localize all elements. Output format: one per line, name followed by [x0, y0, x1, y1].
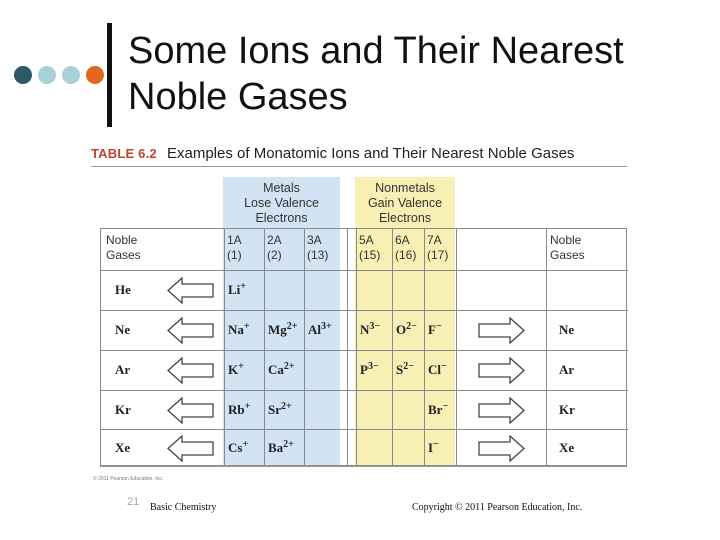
- ion-symbol: Sr: [268, 401, 281, 417]
- ion-symbol: S: [396, 362, 404, 377]
- nonmetals-header-line: Gain Valence: [367, 196, 443, 210]
- group-header: [427, 233, 455, 263]
- ion-cell: [308, 322, 332, 338]
- ion-symbol: N: [360, 322, 370, 337]
- ion-cell: [228, 440, 248, 456]
- ion-symbol: Ba: [268, 440, 284, 455]
- group-number: (13): [307, 248, 329, 262]
- ion-charge: 2+: [281, 400, 292, 412]
- ion-cell: [268, 402, 292, 418]
- ion-charge: −: [435, 321, 442, 332]
- noble-gas-left: Ar: [115, 362, 131, 377]
- group-header: [267, 233, 303, 263]
- header-line: Noble: [106, 233, 138, 247]
- title-divider-bar: [107, 23, 112, 127]
- grid-col-line: [356, 229, 357, 467]
- ion-cell: [360, 362, 379, 378]
- noble-gas-left: Xe: [115, 440, 131, 455]
- grid-col-line: [424, 229, 425, 467]
- grid-col-line: [224, 229, 225, 467]
- arrow-left-icon: [167, 317, 214, 344]
- noble-gas-left: Ne: [115, 322, 131, 337]
- header-line: Gases: [106, 248, 141, 262]
- grid-row-line: [101, 390, 628, 391]
- ion-cell: [396, 322, 417, 338]
- ion-symbol: Mg: [268, 322, 287, 337]
- noble-gases-header-right: [550, 233, 585, 263]
- table-label: TABLE 6.2: [91, 146, 157, 161]
- grid-row-line: [101, 270, 628, 271]
- ion-table: [91, 143, 627, 488]
- group-number: (15): [359, 248, 381, 262]
- header-line: Gases: [550, 248, 585, 262]
- ion-symbol: K: [228, 362, 239, 377]
- ion-cell: [360, 322, 380, 338]
- group-header: [395, 233, 423, 263]
- footer-copyright: Copyright © 2011 Pearson Education, Inc.: [412, 502, 583, 513]
- ion-charge: 3−: [369, 321, 381, 332]
- metals-header-line: Lose Valence: [244, 196, 319, 210]
- arrow-right-icon: [478, 357, 525, 384]
- ion-symbol: Ca: [268, 362, 284, 377]
- decorative-dot: [38, 66, 56, 84]
- slide-title-line-1: Some Ions and Their Nearest: [128, 30, 624, 72]
- ion-charge: +: [238, 361, 244, 372]
- grid-col-line: [304, 229, 305, 467]
- ion-symbol: F: [428, 322, 436, 337]
- footer-course: Basic Chemistry: [150, 502, 217, 513]
- table-copyright: © 2011 Pearson Education, Inc.: [93, 476, 164, 482]
- ion-charge: 2−: [403, 361, 414, 372]
- decorative-dots: [14, 66, 94, 84]
- group-number: (2): [267, 248, 282, 262]
- decorative-dot: [86, 66, 104, 84]
- group-label: 7A: [427, 233, 442, 247]
- ion-charge: 3+: [321, 321, 332, 332]
- ion-grid: [100, 228, 627, 466]
- noble-gas-left: He: [115, 282, 131, 297]
- ion-charge: 3−: [367, 361, 379, 372]
- noble-gas-right: Ne: [559, 322, 575, 337]
- noble-gas-right: Xe: [559, 440, 575, 455]
- ion-symbol: Cs: [228, 440, 243, 455]
- ion-cell: [428, 440, 439, 456]
- group-number: (1): [227, 248, 242, 262]
- group-label: 1A: [227, 233, 242, 247]
- nonmetals-header: [355, 181, 455, 226]
- metals-header-line: Metals: [263, 181, 300, 195]
- metals-header-line: Electrons: [255, 211, 308, 225]
- ion-cell: [268, 362, 295, 378]
- arrow-left-icon: [167, 277, 214, 304]
- arrow-right-icon: [478, 397, 525, 424]
- ion-cell: [268, 440, 294, 456]
- decorative-dot: [14, 66, 32, 84]
- arrow-left-icon: [167, 397, 214, 424]
- noble-gas-right: Ar: [559, 362, 575, 377]
- grid-row-line: [101, 429, 628, 430]
- ion-charge: 2−: [406, 321, 417, 332]
- arrow-left-icon: [167, 435, 214, 462]
- ion-cell: [228, 402, 250, 418]
- ion-symbol: Br: [428, 401, 443, 417]
- arrow-left-icon: [167, 357, 214, 384]
- ion-symbol: Rb: [228, 401, 245, 417]
- ion-cell: [428, 402, 448, 418]
- noble-gas-left: Kr: [115, 401, 131, 417]
- ion-charge: 2+: [283, 439, 294, 450]
- ion-charge: +: [240, 281, 246, 292]
- ion-cell: [268, 322, 297, 338]
- ion-symbol: Li: [228, 282, 241, 297]
- ion-charge: +: [242, 439, 249, 450]
- ion-charge: −: [442, 400, 449, 412]
- ion-cell: [228, 282, 246, 298]
- ion-cell: [428, 322, 442, 338]
- ion-cell: [396, 362, 414, 378]
- slide-title: [128, 28, 624, 120]
- header-line: Noble: [550, 233, 582, 247]
- grid-col-line: [456, 229, 457, 467]
- ion-charge: −: [433, 439, 439, 450]
- group-label: 6A: [395, 233, 410, 247]
- group-number: (16): [395, 248, 417, 262]
- ion-symbol: O: [396, 322, 407, 337]
- grid-col-line: [546, 229, 547, 467]
- group-label: 3A: [307, 233, 322, 247]
- ion-charge: +: [243, 321, 250, 332]
- decorative-dot: [62, 66, 80, 84]
- group-label: 2A: [267, 233, 282, 247]
- ion-cell: [228, 322, 250, 338]
- ion-symbol: Na: [228, 322, 244, 337]
- ion-charge: +: [244, 400, 251, 412]
- noble-gas-right: Kr: [559, 401, 575, 417]
- grid-col-line: [264, 229, 265, 467]
- nonmetals-header-line: Nonmetals: [375, 181, 435, 195]
- ion-charge: 2+: [286, 321, 298, 332]
- noble-gases-header-left: [106, 233, 141, 263]
- grid-row-line: [101, 310, 628, 311]
- slide-title-line-2: Noble Gases: [128, 76, 348, 118]
- group-number: (17): [427, 248, 449, 262]
- page-number: 21: [127, 496, 140, 508]
- arrow-right-icon: [478, 317, 525, 344]
- group-label: 5A: [359, 233, 374, 247]
- ion-cell: [428, 362, 447, 378]
- grid-row-line: [101, 350, 628, 351]
- group-header: [227, 233, 263, 263]
- ion-symbol: Al: [308, 322, 321, 337]
- arrow-right-icon: [478, 435, 525, 462]
- group-header: [359, 233, 391, 263]
- metals-header: [223, 181, 340, 226]
- ion-symbol: P: [360, 362, 368, 377]
- nonmetals-header-line: Electrons: [378, 211, 432, 225]
- table-top-rule: [91, 166, 627, 167]
- ion-cell: [228, 362, 244, 378]
- grid-col-line: [392, 229, 393, 467]
- ion-symbol: I: [428, 440, 434, 455]
- ion-symbol: Cl: [428, 362, 441, 377]
- table-bottom-rule: [100, 466, 627, 467]
- group-header: [307, 233, 346, 263]
- ion-charge: 2+: [283, 361, 295, 372]
- ion-charge: −: [441, 361, 447, 372]
- grid-col-line: [347, 229, 348, 467]
- table-title: Examples of Monatomic Ions and Their Nearest Noble Gases: [167, 145, 575, 162]
